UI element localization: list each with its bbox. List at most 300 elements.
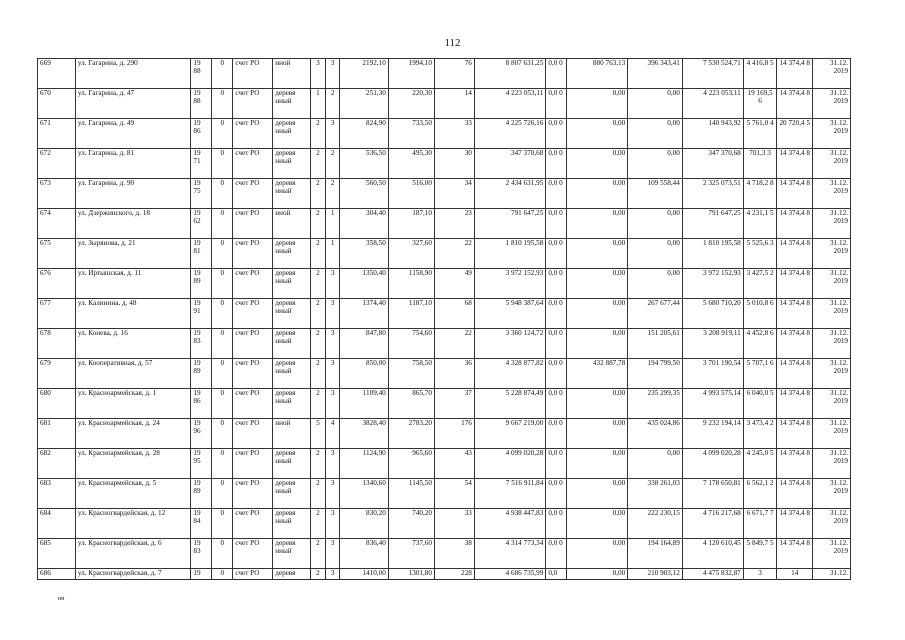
wall-material-cell: деревя нный xyxy=(273,539,311,569)
address-cell: ул. Красногвардейская, д. 7 xyxy=(75,569,191,580)
cost-share-3-cell: 210 903,12 xyxy=(628,569,683,580)
residents-cell: 176 xyxy=(434,419,474,449)
year-built-cell: 19 95 xyxy=(191,449,212,479)
living-area-cell: 1301,80 xyxy=(388,569,434,580)
table-row xyxy=(38,179,851,209)
entrances-cell: 3 xyxy=(325,539,340,569)
total-cost-cell: 8 807 631,25 xyxy=(474,59,545,89)
wall-material-cell: деревя нный xyxy=(273,359,311,389)
total-cost-cell: 4 686 735,99 xyxy=(474,569,545,580)
zero-cell: 0 xyxy=(212,329,233,359)
completion-date-cell: 31.12. 2019 xyxy=(813,269,851,299)
living-area-cell: 1187,10 xyxy=(388,299,434,329)
completion-date-cell: 31.12. 2019 xyxy=(813,419,851,449)
total-area-cell: 251,30 xyxy=(340,89,388,119)
floors-cell: 2 xyxy=(311,509,326,539)
fund-account-cell: счет РО xyxy=(233,479,273,509)
cost-share-3-cell: 0,00 xyxy=(628,449,683,479)
entrances-cell: 3 xyxy=(325,299,340,329)
completion-date-cell: 31.12. 2019 xyxy=(813,89,851,119)
cost-share-3-cell: 0,00 xyxy=(628,239,683,269)
residents-cell: 22 xyxy=(434,239,474,269)
fund-account-cell: счет РО xyxy=(233,149,273,179)
completion-date-cell: 31.12. xyxy=(813,569,851,580)
fund-account-cell: счет РО xyxy=(233,329,273,359)
cost-share-2-cell: 0,00 xyxy=(567,389,628,419)
living-area-cell: 754,60 xyxy=(388,329,434,359)
residents-cell: 76 xyxy=(434,59,474,89)
residents-cell: 38 xyxy=(434,539,474,569)
zero-cell: 0 xyxy=(212,479,233,509)
completion-date-cell: 31.12. 2019 xyxy=(813,239,851,269)
living-area-cell: 187,10 xyxy=(388,209,434,239)
wall-material-cell: деревя нный xyxy=(273,89,311,119)
cost-share-4-cell: 3 972 152,93 xyxy=(682,269,743,299)
cost-limit-cell: 14 374,4 8 xyxy=(777,359,813,389)
fund-account-cell: счет РО xyxy=(233,209,273,239)
living-area-cell: 865,70 xyxy=(388,389,434,419)
completion-date-cell: 31.12. 2019 xyxy=(813,179,851,209)
floors-cell: 2 xyxy=(311,239,326,269)
unit-cost-cell: 3 473,4 2 xyxy=(743,419,777,449)
cost-limit-cell: 20 720,4 5 xyxy=(777,119,813,149)
cost-share-1-cell: 0,0 0 xyxy=(546,89,567,119)
year-built-cell: 19 96 xyxy=(191,419,212,449)
year-built-cell: 19 89 xyxy=(191,359,212,389)
row-number-cell: 669 xyxy=(38,59,76,89)
completion-date-cell: 31.12. 2019 xyxy=(813,329,851,359)
residents-cell: 37 xyxy=(434,389,474,419)
fund-account-cell: счет РО xyxy=(233,569,273,580)
table-row xyxy=(38,449,851,479)
cost-share-4-cell: 7 530 524,71 xyxy=(682,59,743,89)
living-area-cell: 737,60 xyxy=(388,539,434,569)
total-area-cell: 2192,10 xyxy=(340,59,388,89)
cost-share-3-cell: 338 261,03 xyxy=(628,479,683,509)
living-area-cell: 740,20 xyxy=(388,509,434,539)
year-built-cell: 19 91 xyxy=(191,299,212,329)
living-area-cell: 1158,90 xyxy=(388,269,434,299)
unit-cost-cell: 4 452,8 6 xyxy=(743,329,777,359)
residents-cell: 22 xyxy=(434,329,474,359)
housing-register-table xyxy=(37,58,851,580)
cost-share-3-cell: 194 164,89 xyxy=(628,539,683,569)
completion-date-cell: 31.12. 2019 xyxy=(813,149,851,179)
fund-account-cell: счет РО xyxy=(233,59,273,89)
unit-cost-cell: 6 040,0 5 xyxy=(743,389,777,419)
cost-share-4-cell: 791 647,25 xyxy=(682,209,743,239)
residents-cell: 30 xyxy=(434,149,474,179)
zero-cell: 0 xyxy=(212,539,233,569)
zero-cell: 0 xyxy=(212,569,233,580)
cost-share-3-cell: 0,00 xyxy=(628,89,683,119)
table-row xyxy=(38,359,851,389)
cost-limit-cell: 14 374,4 8 xyxy=(777,209,813,239)
floors-cell: 2 xyxy=(311,299,326,329)
cost-share-1-cell: 0,0 0 xyxy=(546,269,567,299)
floors-cell: 2 xyxy=(311,269,326,299)
floors-cell: 2 xyxy=(311,479,326,509)
unit-cost-cell: 19 169,5 6 xyxy=(743,89,777,119)
cost-share-4-cell: 2 325 073,51 xyxy=(682,179,743,209)
address-cell: ул. Красногвардейская, д. 6 xyxy=(75,539,191,569)
wall-material-cell: деревя нный xyxy=(273,239,311,269)
floors-cell: 1 xyxy=(311,89,326,119)
year-built-cell: 19 89 xyxy=(191,479,212,509)
row-number-cell: 685 xyxy=(38,539,76,569)
row-number-cell: 670 xyxy=(38,89,76,119)
cost-limit-cell: 14 374,4 8 xyxy=(777,539,813,569)
table-row xyxy=(38,59,851,89)
cost-share-2-cell: 0,00 xyxy=(567,89,628,119)
cost-share-3-cell: 0,00 xyxy=(628,209,683,239)
wall-material-cell: иной xyxy=(273,59,311,89)
cost-share-3-cell: 222 230,15 xyxy=(628,509,683,539)
address-cell: ул. Красноармейская, д. 28 xyxy=(75,449,191,479)
table-row xyxy=(38,119,851,149)
cost-share-1-cell: 0,0 0 xyxy=(546,359,567,389)
entrances-cell: 3 xyxy=(325,359,340,389)
completion-date-cell: 31.12. 2019 xyxy=(813,389,851,419)
cost-limit-cell: 14 374,4 8 xyxy=(777,419,813,449)
cost-limit-cell: 14 374,4 8 xyxy=(777,239,813,269)
table-row xyxy=(38,299,851,329)
address-cell: ул. Гагарина, д. 49 xyxy=(75,119,191,149)
unit-cost-cell: 5 010,8 6 xyxy=(743,299,777,329)
completion-date-cell: 31.12. 2019 xyxy=(813,359,851,389)
fund-account-cell: счет РО xyxy=(233,539,273,569)
zero-cell: 0 xyxy=(212,449,233,479)
zero-cell: 0 xyxy=(212,119,233,149)
zero-cell: 0 xyxy=(212,239,233,269)
cost-share-1-cell: 0,0 0 xyxy=(546,149,567,179)
floors-cell: 2 xyxy=(311,329,326,359)
total-cost-cell: 4 099 020,28 xyxy=(474,449,545,479)
wall-material-cell: деревя нный xyxy=(273,119,311,149)
unit-cost-cell: 5 849,7 5 xyxy=(743,539,777,569)
row-number-cell: 671 xyxy=(38,119,76,149)
total-cost-cell: 9 667 219,00 xyxy=(474,419,545,449)
wall-material-cell: деревя нный xyxy=(273,269,311,299)
wall-material-cell: деревя нный xyxy=(273,479,311,509)
address-cell: ул. Красногвардейская, д. 12 xyxy=(75,509,191,539)
unit-cost-cell: 4 231,1 5 xyxy=(743,209,777,239)
row-number-cell: 682 xyxy=(38,449,76,479)
entrances-cell: 3 xyxy=(325,389,340,419)
total-cost-cell: 4 328 877,82 xyxy=(474,359,545,389)
residents-cell: 33 xyxy=(434,509,474,539)
fund-account-cell: счет РО xyxy=(233,449,273,479)
row-number-cell: 683 xyxy=(38,479,76,509)
cost-share-1-cell: 0,0 0 xyxy=(546,449,567,479)
entrances-cell: 3 xyxy=(325,59,340,89)
row-number-cell: 676 xyxy=(38,269,76,299)
completion-date-cell: 31.12. 2019 xyxy=(813,299,851,329)
living-area-cell: 1145,50 xyxy=(388,479,434,509)
cost-share-3-cell: 267 677,44 xyxy=(628,299,683,329)
entrances-cell: 3 xyxy=(325,269,340,299)
cost-share-3-cell: 0,00 xyxy=(628,149,683,179)
total-cost-cell: 3 360 124,72 xyxy=(474,329,545,359)
total-cost-cell: 5 948 387,64 xyxy=(474,299,545,329)
address-cell: ул. Гагарина, д. 47 xyxy=(75,89,191,119)
cost-share-2-cell: 0,00 xyxy=(567,179,628,209)
total-area-cell: 824,90 xyxy=(340,119,388,149)
table-row xyxy=(38,569,851,580)
entrances-cell: 3 xyxy=(325,329,340,359)
address-cell: ул. Гагарина, д. 290 xyxy=(75,59,191,89)
wall-material-cell: деревя xyxy=(273,569,311,580)
entrances-cell: 2 xyxy=(325,89,340,119)
living-area-cell: 758,50 xyxy=(388,359,434,389)
year-built-cell: 19 xyxy=(191,569,212,580)
living-area-cell: 1994,10 xyxy=(388,59,434,89)
cost-share-4-cell: 4 099 020,28 xyxy=(682,449,743,479)
total-cost-cell: 7 516 911,84 xyxy=(474,479,545,509)
total-area-cell: 358,50 xyxy=(340,239,388,269)
fund-account-cell: счет РО xyxy=(233,239,273,269)
cost-share-3-cell: 109 558,44 xyxy=(628,179,683,209)
floors-cell: 2 xyxy=(311,539,326,569)
unit-cost-cell: 4 245,0 5 xyxy=(743,449,777,479)
address-cell: ул. Зырянова, д. 21 xyxy=(75,239,191,269)
address-cell: ул. Красноармейская, д. 5 xyxy=(75,479,191,509)
fund-account-cell: счет РО xyxy=(233,179,273,209)
cost-share-1-cell: 0,0 0 xyxy=(546,59,567,89)
table-row xyxy=(38,239,851,269)
unit-cost-cell: 6 671,7 7 xyxy=(743,509,777,539)
fund-account-cell: счет РО xyxy=(233,119,273,149)
total-cost-cell: 3 972 152,93 xyxy=(474,269,545,299)
row-number-cell: 677 xyxy=(38,299,76,329)
row-number-cell: 680 xyxy=(38,389,76,419)
living-area-cell: 965,60 xyxy=(388,449,434,479)
zero-cell: 0 xyxy=(212,419,233,449)
address-cell: ул. Калинина, д. 48 xyxy=(75,299,191,329)
cost-share-2-cell: 0,00 xyxy=(567,569,628,580)
cost-share-4-cell: 4 716 217,68 xyxy=(682,509,743,539)
completion-date-cell: 31.12. 2019 xyxy=(813,59,851,89)
living-area-cell: 327,60 xyxy=(388,239,434,269)
zero-cell: 0 xyxy=(212,299,233,329)
total-area-cell: 836,40 xyxy=(340,539,388,569)
wall-material-cell: иной xyxy=(273,209,311,239)
cost-share-4-cell: 9 232 194,14 xyxy=(682,419,743,449)
total-area-cell: 847,80 xyxy=(340,329,388,359)
total-cost-cell: 4 225 726,16 xyxy=(474,119,545,149)
floors-cell: 2 xyxy=(311,179,326,209)
table-row xyxy=(38,149,851,179)
floors-cell: 5 xyxy=(311,419,326,449)
cost-share-2-cell: 0,00 xyxy=(567,149,628,179)
table-row xyxy=(38,209,851,239)
fund-account-cell: счет РО xyxy=(233,89,273,119)
year-built-cell: 19 62 xyxy=(191,209,212,239)
cost-share-1-cell: 0,0 0 xyxy=(546,539,567,569)
table-row xyxy=(38,269,851,299)
total-area-cell: 304,40 xyxy=(340,209,388,239)
address-cell: ул. Иртышская, д. 11 xyxy=(75,269,191,299)
unit-cost-cell: 3 427,5 2 xyxy=(743,269,777,299)
cost-share-2-cell: 0,00 xyxy=(567,239,628,269)
cost-share-2-cell: 0,00 xyxy=(567,299,628,329)
fund-account-cell: счет РО xyxy=(233,509,273,539)
cost-share-2-cell: 0,00 xyxy=(567,209,628,239)
cost-limit-cell: 14 374,4 8 xyxy=(777,389,813,419)
total-cost-cell: 2 434 631,95 xyxy=(474,179,545,209)
table-row xyxy=(38,89,851,119)
zero-cell: 0 xyxy=(212,359,233,389)
residents-cell: 54 xyxy=(434,479,474,509)
address-cell: ул. Красноармейская, д. 1 xyxy=(75,389,191,419)
row-number-cell: 686 xyxy=(38,569,76,580)
row-number-cell: 674 xyxy=(38,209,76,239)
cost-share-4-cell: 4 223 053,11 xyxy=(682,89,743,119)
cost-share-2-cell: 0,00 xyxy=(567,419,628,449)
cost-share-2-cell: 0,00 xyxy=(567,449,628,479)
unit-cost-cell: 701,3 3 xyxy=(743,149,777,179)
year-built-cell: 19 86 xyxy=(191,119,212,149)
residents-cell: 68 xyxy=(434,299,474,329)
cost-share-4-cell: 4 120 610,45 xyxy=(682,539,743,569)
cost-limit-cell: 14 374,4 8 xyxy=(777,89,813,119)
wall-material-cell: деревя нный xyxy=(273,449,311,479)
address-cell: ул. Конева, д. 16 xyxy=(75,329,191,359)
wall-material-cell: деревя нный xyxy=(273,149,311,179)
cost-share-4-cell: 3 208 919,11 xyxy=(682,329,743,359)
completion-date-cell: 31.12. 2019 xyxy=(813,449,851,479)
cost-share-2-cell: 0,00 xyxy=(567,479,628,509)
cost-share-2-cell: 0,00 xyxy=(567,509,628,539)
wall-material-cell: деревя нный xyxy=(273,389,311,419)
cost-share-1-cell: 0,0 0 xyxy=(546,209,567,239)
wall-material-cell: деревя нный xyxy=(273,299,311,329)
cost-share-3-cell: 235 299,35 xyxy=(628,389,683,419)
total-cost-cell: 1 810 195,58 xyxy=(474,239,545,269)
entrances-cell: 3 xyxy=(325,569,340,580)
cost-share-2-cell: 0,00 xyxy=(567,539,628,569)
zero-cell: 0 xyxy=(212,59,233,89)
completion-date-cell: 31.12. 2019 xyxy=(813,539,851,569)
completion-date-cell: 31.12. 2019 xyxy=(813,209,851,239)
cost-share-1-cell: 0,0 0 xyxy=(546,509,567,539)
entrances-cell: 2 xyxy=(325,149,340,179)
floors-cell: 2 xyxy=(311,449,326,479)
entrances-cell: 2 xyxy=(325,179,340,209)
total-area-cell: 1350,40 xyxy=(340,269,388,299)
cost-share-4-cell: 1 810 195,58 xyxy=(682,239,743,269)
cost-share-1-cell: 0,0 0 xyxy=(546,419,567,449)
living-area-cell: 2783,20 xyxy=(388,419,434,449)
total-area-cell: 1374,40 xyxy=(340,299,388,329)
cost-share-4-cell: 7 178 650,81 xyxy=(682,479,743,509)
year-built-cell: 19 81 xyxy=(191,239,212,269)
total-area-cell: 1124,90 xyxy=(340,449,388,479)
address-cell: ул. Дзержинского, д. 18 xyxy=(75,209,191,239)
cost-limit-cell: 14 374,4 8 xyxy=(777,59,813,89)
cost-limit-cell: 14 374,4 8 xyxy=(777,449,813,479)
cost-share-3-cell: 194 799,50 xyxy=(628,359,683,389)
residents-cell: 49 xyxy=(434,269,474,299)
residents-cell: 34 xyxy=(434,179,474,209)
unit-cost-cell: 4 718,2 8 xyxy=(743,179,777,209)
unit-cost-cell: 5 761,0 4 xyxy=(743,119,777,149)
row-number-cell: 679 xyxy=(38,359,76,389)
zero-cell: 0 xyxy=(212,89,233,119)
cost-limit-cell: 14 374,4 8 xyxy=(777,329,813,359)
total-area-cell: 1340,60 xyxy=(340,479,388,509)
cost-share-2-cell: 880 763,13 xyxy=(567,59,628,89)
wall-material-cell: деревя нный xyxy=(273,509,311,539)
cost-share-2-cell: 432 887,78 xyxy=(567,359,628,389)
unit-cost-cell: 4 416,8 5 xyxy=(743,59,777,89)
residents-cell: 228 xyxy=(434,569,474,580)
cost-share-1-cell: 0,0 0 xyxy=(546,179,567,209)
fund-account-cell: счет РО xyxy=(233,419,273,449)
address-cell: ул. Гагарина, д. 81 xyxy=(75,149,191,179)
cost-share-1-cell: 0,0 0 xyxy=(546,329,567,359)
total-cost-cell: 347 370,68 xyxy=(474,149,545,179)
total-area-cell: 3828,40 xyxy=(340,419,388,449)
row-number-cell: 675 xyxy=(38,239,76,269)
residents-cell: 36 xyxy=(434,359,474,389)
cost-limit-cell: 14 374,4 8 xyxy=(777,479,813,509)
fund-account-cell: счет РО xyxy=(233,389,273,419)
cost-share-3-cell: 435 024,86 xyxy=(628,419,683,449)
floors-cell: 2 xyxy=(311,149,326,179)
living-area-cell: 220,30 xyxy=(388,89,434,119)
total-area-cell: 1410,00 xyxy=(340,569,388,580)
floors-cell: 2 xyxy=(311,359,326,389)
entrances-cell: 1 xyxy=(325,239,340,269)
total-cost-cell: 4 223 053,11 xyxy=(474,89,545,119)
year-built-cell: 19 88 xyxy=(191,89,212,119)
unit-cost-cell: 6 562,1 2 xyxy=(743,479,777,509)
cost-share-1-cell: 0,0 0 xyxy=(546,479,567,509)
cost-limit-cell: 14 374,4 8 xyxy=(777,299,813,329)
completion-date-cell: 31.12. 2019 xyxy=(813,119,851,149)
unit-cost-cell: 5 525,6 3 xyxy=(743,239,777,269)
cost-share-3-cell: 0,00 xyxy=(628,119,683,149)
cost-share-2-cell: 0,00 xyxy=(567,269,628,299)
cost-share-4-cell: 347 370,68 xyxy=(682,149,743,179)
cost-limit-cell: 14 374,4 8 xyxy=(777,179,813,209)
total-area-cell: 560,50 xyxy=(340,179,388,209)
table-row xyxy=(38,419,851,449)
entrances-cell: 3 xyxy=(325,509,340,539)
wall-material-cell: деревя нный xyxy=(273,329,311,359)
cost-limit-cell: 14 374,4 8 xyxy=(777,269,813,299)
total-area-cell: 536,50 xyxy=(340,149,388,179)
floors-cell: 2 xyxy=(311,389,326,419)
row-number-cell: 681 xyxy=(38,419,76,449)
zero-cell: 0 xyxy=(212,269,233,299)
cost-share-1-cell: 0,0 0 xyxy=(546,299,567,329)
cost-limit-cell: 14 xyxy=(777,569,813,580)
zero-cell: 0 xyxy=(212,209,233,239)
zero-cell: 0 xyxy=(212,179,233,209)
row-number-cell: 678 xyxy=(38,329,76,359)
cost-share-4-cell: 140 943,92 xyxy=(682,119,743,149)
cost-share-4-cell: 3 701 190,54 xyxy=(682,359,743,389)
wall-material-cell: деревя нный xyxy=(273,179,311,209)
year-built-cell: 19 83 xyxy=(191,329,212,359)
cost-share-1-cell: 0,0 xyxy=(546,569,567,580)
zero-cell: 0 xyxy=(212,149,233,179)
unit-cost-cell: 3 xyxy=(743,569,777,580)
zero-cell: 0 xyxy=(212,509,233,539)
table-row xyxy=(38,509,851,539)
